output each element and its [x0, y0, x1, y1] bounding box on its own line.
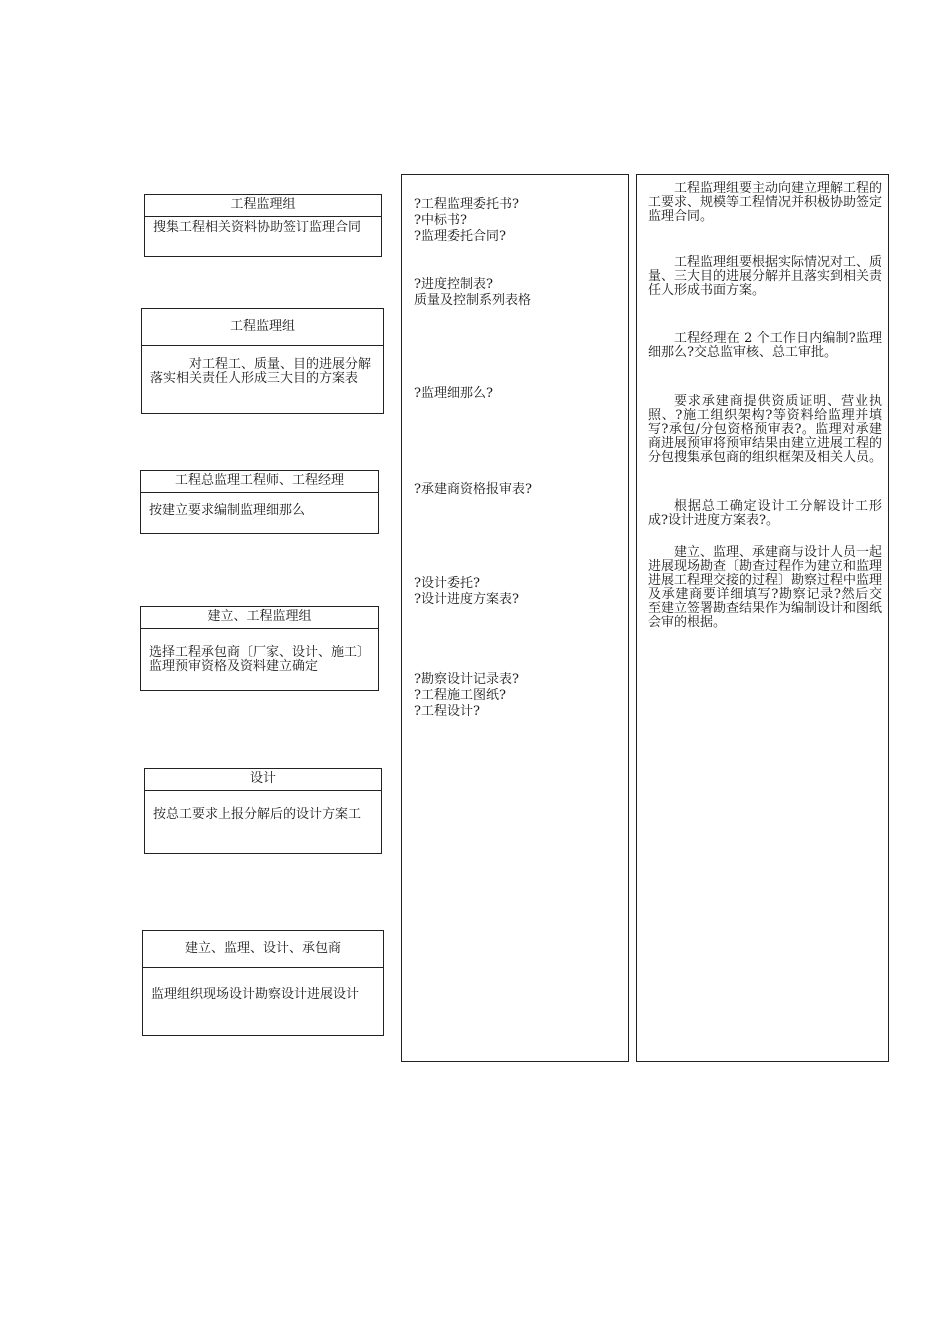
document-item: ?监理委托合同?: [414, 229, 506, 244]
flow-box-2: [141, 308, 384, 414]
document-item: ?设计进度方案表?: [414, 592, 519, 607]
document-item: ?勘察设计记录表?: [414, 672, 519, 687]
document-item: ?工程设计?: [414, 704, 480, 719]
flow-box-header: 工程监理组: [142, 309, 383, 346]
flow-box-body: 对工程工、质量、目的进展分解落实相关责任人形成三大目的方案表: [150, 357, 372, 386]
document-group: [414, 576, 519, 608]
flow-box-body: 按总工要求上报分解后的设计方案工: [153, 807, 362, 822]
flow-box-body: 选择工程承包商〔厂家、设计、施工〕监理预审资格及资料建立确定: [149, 645, 371, 674]
note-paragraph: 建立、监理、承建商与设计人员一起进展现场勘查〔勘查过程作为建立和监理进展工程理交接的过程〕勘察过程中监理及承建商要详细填写?勘察记录?然后交至建立签署勘查结果作为编制设计和图纸会审的根据。: [648, 545, 883, 630]
flow-box-body: 搜集工程相关资料协助签订监理合同: [153, 220, 362, 235]
document-item: ?工程监理委托书?: [414, 197, 519, 212]
document-item: ?中标书?: [414, 213, 467, 228]
document-item: ?承建商资格报审表?: [414, 482, 532, 497]
document-group: [414, 197, 519, 245]
document-item: 质量及控制系列表格: [414, 293, 532, 308]
flow-box-1: [144, 194, 382, 257]
flow-box-3: [140, 470, 379, 534]
note-paragraph: 工程监理组要主动向建立理解工程的工要求、规模等工程情况并积极协助签定监理合同。: [648, 181, 883, 224]
flow-box-header: 设计: [145, 769, 381, 791]
flow-box-header: 工程监理组: [145, 195, 381, 217]
flow-box-header: 工程总监理工程师、工程经理: [141, 471, 378, 493]
note-paragraph: 根据总工确定设计工分解设计工形成?设计进度方案表?。: [648, 499, 882, 528]
document-item: ?设计委托?: [414, 576, 480, 591]
flow-box-5: [144, 768, 382, 854]
document-item: ?进度控制表?: [414, 277, 493, 292]
document-group: [414, 386, 493, 402]
flow-box-header: 建立、工程监理组: [141, 607, 378, 629]
flow-box-4: [140, 606, 379, 691]
note-paragraph: 工程经理在 2 个工作日内编制?监理细那么?交总监审核、总工审批。: [648, 331, 882, 360]
note-paragraph: 要求承建商提供资质证明、营业执照、?施工组织架构?等资料给监理并填写?承包/分包资格预审表?。监理对承建商进展预审将预审结果由建立进展工程的分包搜集承包商的组织框架及相关人员。: [648, 394, 883, 465]
document-item: ?工程施工图纸?: [414, 688, 506, 703]
notes-column: [636, 174, 889, 1062]
document-group: [414, 672, 519, 720]
flow-box-6: [142, 930, 384, 1036]
document-group: [414, 277, 531, 309]
flow-box-header: 建立、监理、设计、承包商: [143, 931, 383, 968]
document-item: ?监理细那么?: [414, 386, 493, 401]
documents-column: [401, 174, 629, 1062]
document-group: [414, 482, 532, 498]
flow-box-body: 监理组织现场设计勘察设计进展设计: [151, 987, 360, 1002]
flow-box-body: 按建立要求编制监理细那么: [149, 503, 306, 518]
note-paragraph: 工程监理组要根据实际情况对工、质量、三大目的进展分解并且落实到相关责任人形成书面方案。: [648, 255, 883, 298]
